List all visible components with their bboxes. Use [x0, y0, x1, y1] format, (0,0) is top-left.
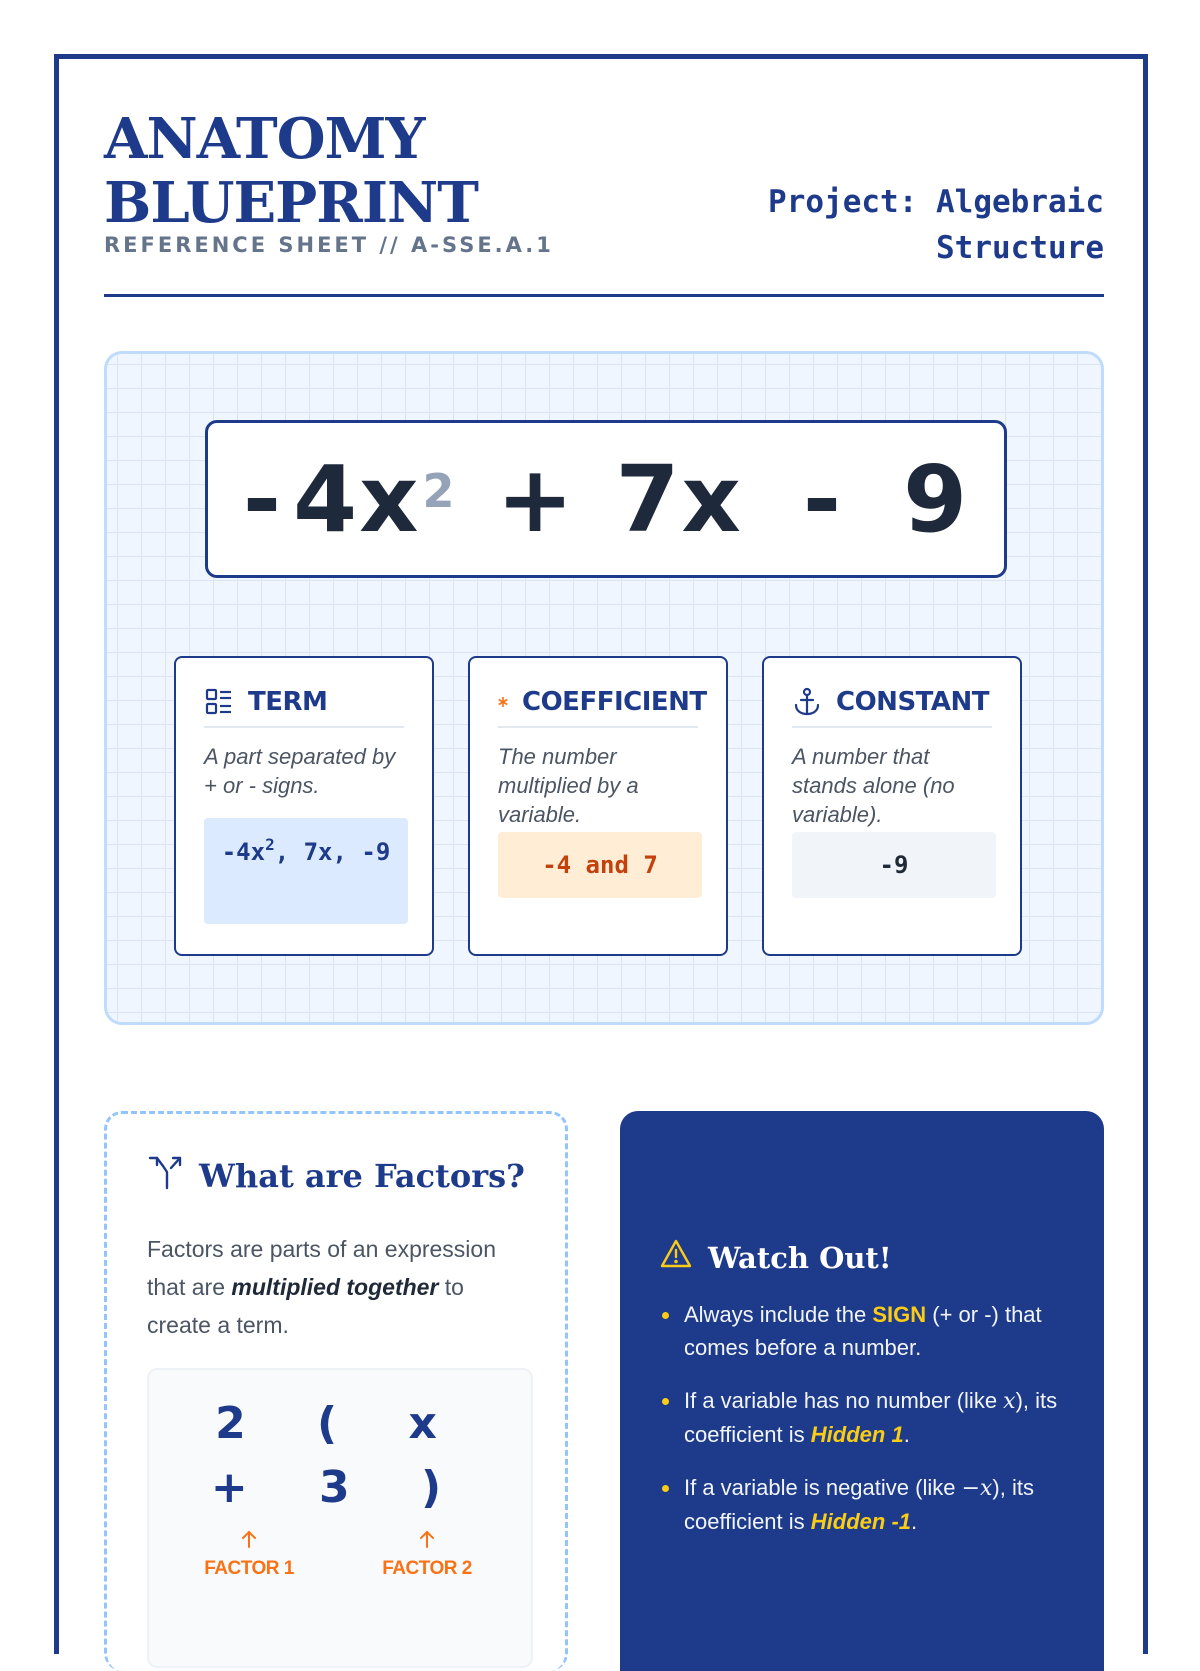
factors-header	[147, 1154, 525, 1198]
item1-after: (+ or -) that comes before a number.	[684, 1302, 1042, 1360]
expression-lead-sign: -	[242, 445, 284, 553]
term-example-exponent: 2	[265, 835, 275, 854]
title-line-1: ANATOMY	[104, 106, 425, 172]
item3-before: If a variable is negative (like	[684, 1475, 962, 1500]
expression-second-term: 7x	[615, 445, 743, 553]
list-icon	[204, 687, 234, 717]
constant-card-header	[792, 684, 992, 728]
watch-out-list	[660, 1298, 1064, 1538]
subtitle: REFERENCE SHEET // A-SSE.A.1	[104, 233, 554, 257]
arrow-up-icon	[189, 1530, 309, 1552]
factor-example-expression: 2 ( x + 3 )	[210, 1398, 470, 1513]
project-line-1: Project: Algebraic	[768, 184, 1104, 220]
factors-panel	[104, 1111, 568, 1671]
factors-text-emphasis: multiplied together	[231, 1274, 439, 1300]
factors-title: What are Factors?	[199, 1157, 525, 1195]
item3-highlight: Hidden -1	[810, 1509, 912, 1534]
constant-card-example: -9	[792, 832, 996, 898]
term-card-description: A part separated by + or - signs.	[204, 744, 396, 798]
factor-1-label	[189, 1530, 309, 1580]
watch-out-header	[660, 1239, 1064, 1276]
item2-highlight: Hidden 1	[810, 1422, 904, 1447]
item2-after: .	[903, 1422, 910, 1447]
project-line-2: Structure	[936, 230, 1104, 266]
asterisk-icon	[498, 687, 508, 717]
factors-text-before: Factors are parts of an expression that are	[147, 1236, 496, 1300]
item1-before: Always include the	[684, 1302, 873, 1327]
arrow-up-icon	[367, 1530, 487, 1552]
item3-middle: ), its coefficient is	[684, 1475, 1034, 1534]
constant-card-label: CONSTANT	[836, 687, 990, 717]
factor-2-text: FACTOR 2	[382, 1558, 472, 1579]
reference-sheet	[54, 54, 1148, 1654]
header	[104, 107, 1104, 297]
watch-out-item-1	[660, 1298, 1064, 1364]
term-card-label: TERM	[248, 687, 328, 717]
project-label	[684, 179, 1104, 271]
blueprint-panel	[104, 351, 1104, 1025]
term-card	[174, 656, 434, 956]
expression-constant: 9	[903, 445, 970, 553]
anchor-icon	[792, 687, 822, 717]
expression-operator-plus: +	[496, 445, 576, 553]
bullet-dot	[662, 1398, 669, 1405]
term-example-part2: , 7x, -9	[274, 838, 391, 866]
item3-variable: −x	[961, 1476, 993, 1501]
item2-middle: ), its coefficient is	[684, 1388, 1058, 1447]
factor-2-label	[367, 1530, 487, 1580]
expression-operator-minus: -	[802, 445, 844, 553]
watch-out-item-3	[660, 1471, 1064, 1538]
coefficient-card-header	[498, 684, 707, 728]
coefficient-card	[468, 656, 728, 956]
factor-1-text: FACTOR 1	[204, 1558, 294, 1579]
title-line-2: BLUEPRINT	[104, 170, 478, 236]
constant-card-description: A number that stands alone (no variable).	[792, 744, 955, 827]
split-arrow-icon	[147, 1154, 183, 1198]
term-card-example	[204, 818, 408, 924]
term-card-header	[204, 684, 404, 728]
warning-triangle-icon	[660, 1239, 692, 1276]
page-title	[104, 107, 704, 235]
item3-after: .	[911, 1509, 918, 1534]
coefficient-card-example: -4 and 7	[498, 832, 702, 898]
watch-out-item-2	[660, 1384, 1064, 1451]
watch-out-panel	[620, 1111, 1104, 1671]
factors-description	[147, 1230, 525, 1344]
coefficient-card-description: The number multiplied by a variable.	[498, 744, 639, 827]
item2-before: If a variable has no number (like	[684, 1388, 1004, 1413]
coefficient-card-label: COEFFICIENT	[522, 687, 707, 717]
bullet-dot	[662, 1312, 669, 1319]
factors-text-after: to create a term.	[147, 1274, 464, 1338]
term-example-part1: -4x	[221, 838, 266, 866]
bullet-dot	[662, 1485, 669, 1492]
watch-out-title: Watch Out!	[708, 1240, 892, 1275]
constant-card	[762, 656, 1022, 956]
item2-variable: x	[1003, 1389, 1016, 1414]
item1-highlight: SIGN	[872, 1302, 927, 1327]
expression-first-term: 4x	[293, 445, 421, 553]
factor-example-box	[147, 1368, 533, 1668]
definition-cards	[174, 656, 1034, 956]
expression-box: - 4x $^2$ + 7x - 9	[205, 420, 1007, 578]
